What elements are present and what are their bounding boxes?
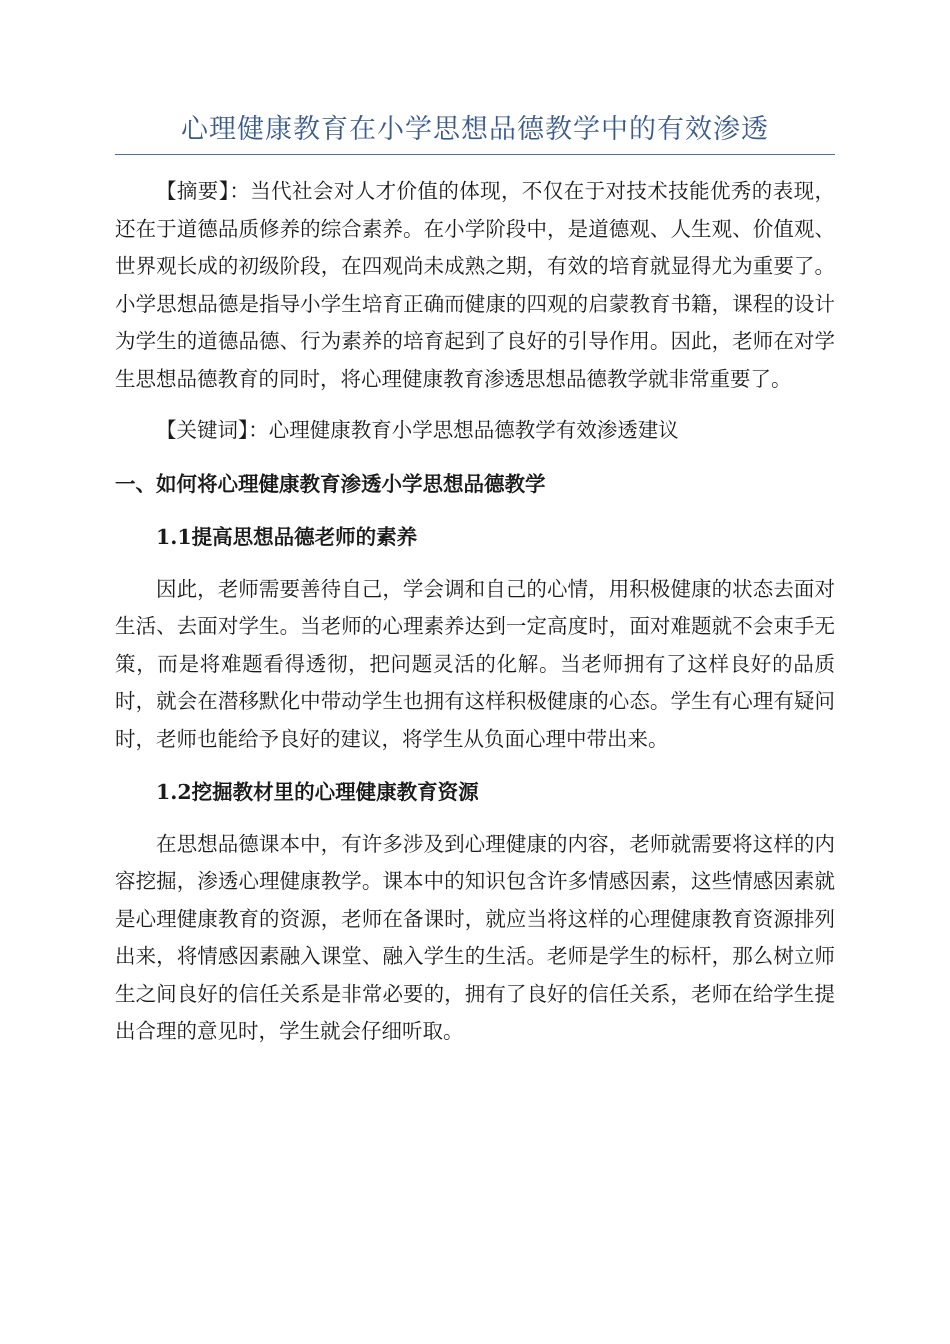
section-1-heading: 一、如何将心理健康教育渗透小学思想品德教学 <box>115 471 546 496</box>
keywords-paragraph: 【关键词】：心理健康教育小学思想品德教学有效渗透建议 <box>156 418 679 442</box>
subsection-1-1-heading: 1.1提高思想品德老师的素养 <box>156 525 418 549</box>
subsection-1-2-body: 在思想品德课本中，有许多涉及到心理健康的内容，老师就需要将这样的内容挖掘，渗透心理健康教学。课本中的知识包含许多情感因素，这些情感因素就是心理健康教育的资源，老师在备课时，就应当将这样的心理健康教育资源排列出来，将情感因素融入课堂、融入学生的生活。老师是学生的标杆，那么树立师生之间良好的信任关系是非常必要的，拥有了良好的信任关系，老师在给学生提出合理的意见时，学生就会仔细听取。 <box>115 831 835 1043</box>
abstract-paragraph: 【摘要】：当代社会对人才价值的体现，不仅在于对技术技能优秀的表现，还在于道德品质修养的综合素养。在小学阶段中，是道德观、人生观、价值观、世界观长成的初级阶段，在四观尚未成熟之期，有效的培育就显得尤为重要了。小学思想品德是指导小学生培育正确而健康的四观的启蒙教育书籍，课程的设计为学生的道德品德、行为素养的培育起到了良好的引导作用。因此，老师在对学生思想品德教育的同时，将心理健康教育渗透思想品德教学就非常重要了。 <box>115 179 835 391</box>
subsection-1-1-body: 因此，老师需要善待自己，学会调和自己的心情，用积极健康的状态去面对生活、去面对学生。当老师的心理素养达到一定高度时，面对难题就不会束手无策，而是将难题看得透彻，把问题灵活的化解。当老师拥有了这样良好的品质时，就会在潜移默化中带动学生也拥有这样积极健康的心态。学生有心理有疑问时，老师也能给予良好的建议，将学生从负面心理中带出来。 <box>115 576 835 751</box>
subsection-1-2-heading: 1.2挖掘教材里的心理健康教育资源 <box>156 780 479 804</box>
document-title: 心理健康教育在小学思想品德教学中的有效渗透 <box>115 110 835 155</box>
document-page <box>115 110 835 1051</box>
